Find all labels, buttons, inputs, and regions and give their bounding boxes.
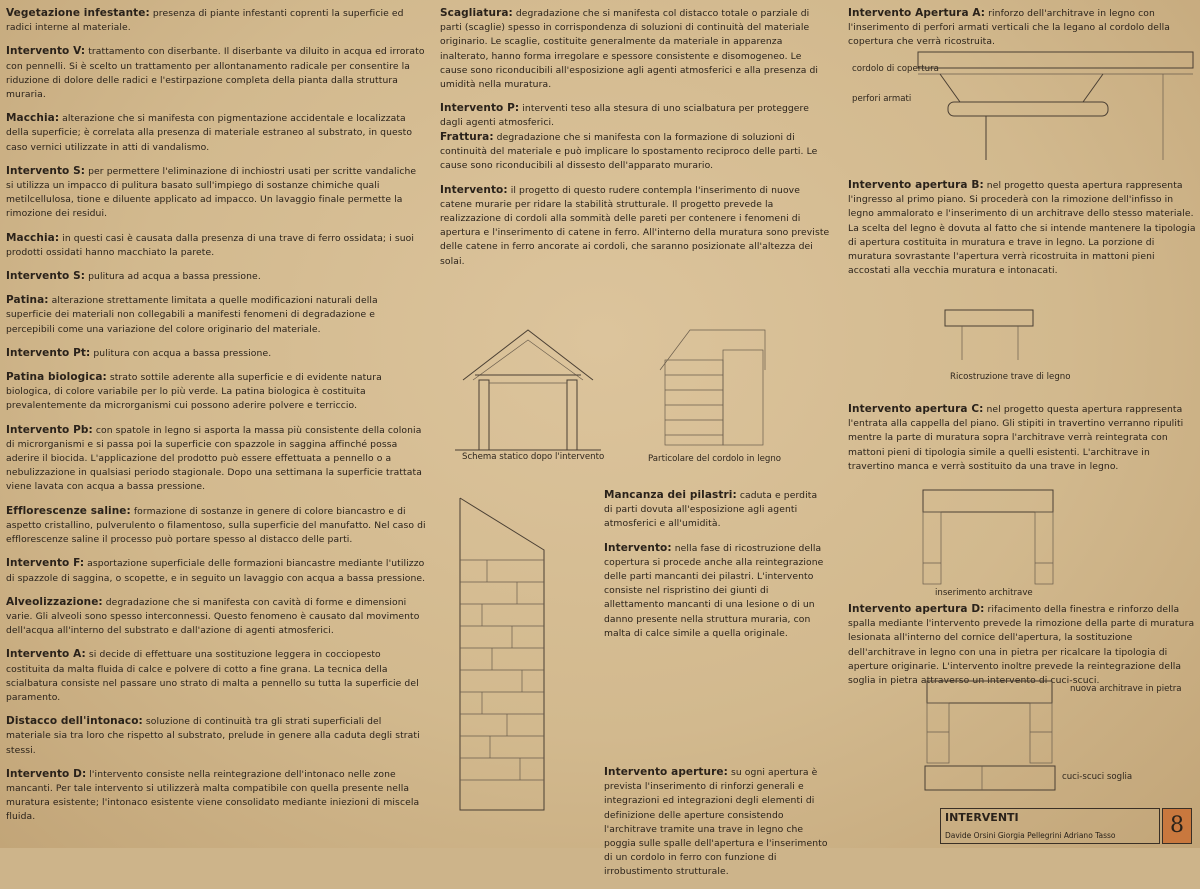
caption-particolare: Particolare del cordolo in legno bbox=[648, 454, 782, 464]
paragraph-heading: Macchia: bbox=[6, 112, 60, 125]
paragraph-heading: Patina biologica: bbox=[6, 371, 107, 384]
paragraph-heading: Efflorescenze saline: bbox=[6, 504, 131, 517]
paragraph-text: rifacimento della finestra e rinforzo della spalla mediante l'intervento prevede la rimozione della parte di muratura lesionata all'interno del cornice dell'apertura, la sostituzione dell'architrave in legno con una in pietra per ricalcare la tipologia di aperture originarie. L'intervento inoltre prevede la reintegrazione della soglia in pietra attraverso un intervento di cuci-scuci. bbox=[848, 604, 1195, 687]
paragraph-heading: Intervento F: bbox=[6, 557, 85, 570]
col2-paragraph bbox=[440, 183, 830, 269]
col1-paragraph bbox=[6, 164, 426, 222]
paragraph-heading: Intervento D: bbox=[6, 767, 87, 780]
col1-paragraph bbox=[6, 6, 426, 35]
col1-paragraph bbox=[6, 370, 426, 414]
paragraph-heading: Intervento apertura C: bbox=[848, 403, 984, 415]
col2-paragraph bbox=[604, 765, 828, 880]
title-block-title: INTERVENTI bbox=[945, 811, 1019, 824]
col1-paragraph bbox=[6, 556, 426, 585]
paragraph-text: trattamento con diserbante. Il diserbante va diluito in acqua ed irrorato con pennelli. Si è scelto un trattamento per allontanamento radicale per consentire la riduzione di dolore delle radici e l'estirpazione completa della pianta dalla struttura muraria. bbox=[6, 46, 425, 101]
col1-paragraph bbox=[6, 767, 426, 825]
col3-apertura-b-text bbox=[848, 178, 1198, 287]
caption-inserimento: inserimento architrave bbox=[935, 588, 1033, 598]
schema-statico-drawing bbox=[455, 325, 605, 460]
paragraph-text: formazione di sostanze in genere di colore biancastro e di aspetto cristallino, pulverulento o filamentoso, sulla superficie del manufatto. Nel caso di efflorescenze saline il processo può portare spesso al distacco delle parti. bbox=[6, 505, 426, 546]
title-block bbox=[940, 808, 1160, 844]
paragraph-heading: Intervento Pt: bbox=[6, 346, 91, 359]
particolare-cordolo-drawing bbox=[650, 320, 780, 450]
pilastro-drawing bbox=[452, 490, 562, 820]
caption-cordolo: cordolo di copertura bbox=[852, 64, 939, 74]
paragraph-text: il progetto di questo rudere contempla l'inserimento di nuove catene murarie per ridare la stabilità strutturale. Il progetto prevede la realizzazione di cordoli alla sommità delle pareti per contenere i fenomeni di apertura e l'inserimento di catene in ferro. All'interno della muratura sono previste delle catene in ferro ancorate ai cordoli, che saranno posizionate all'altezza dei solai. bbox=[440, 184, 830, 267]
col1-paragraph bbox=[6, 346, 426, 361]
paragraph-text: rinforzo dell'architrave in legno con l'inserimento di perfori armati verticali che la legano al cordolo della copertura che verrà ricostruita. bbox=[848, 8, 1171, 48]
col3b-paragraph bbox=[848, 178, 1198, 278]
col2-pilastri-text bbox=[604, 488, 826, 650]
paragraph-heading: Intervento S: bbox=[6, 270, 86, 283]
paragraph-text: nel progetto questa apertura rappresenta l'entrata alla cappella del piano. Gli stipiti in travertino verranno ripuliti mentre la parte di muratura sopra l'architrave verrà reintegrata con mattoni pieni di tipologia simile a quelli esistenti. L'architrave in travertino manca e verrà sostituito da una trave in legno. bbox=[848, 404, 1184, 472]
col2-paragraph bbox=[440, 101, 830, 130]
paragraph-text: caduta e perdita di parti dovuta all'esposizione agli agenti atmosferici e all'umidità. bbox=[604, 490, 818, 530]
apertura-c-drawing bbox=[918, 485, 1058, 587]
paragraph-text: si decide di effettuare una sostituzione leggera in cocciopesto costituita da malta fluida di calce e polvere di cotto a fine grana. La tecnica della scialbatura consiste nel passare uno strato di malta a pennello su tutta la superficie del paramento. bbox=[6, 649, 419, 703]
apertura-d-drawing bbox=[922, 676, 1057, 794]
paragraph-text: in questi casi è causata dalla presenza di una trave di ferro ossidata; i suoi prodotti ossidati hanno macchiato la parete. bbox=[6, 232, 414, 258]
col1-paragraph bbox=[6, 714, 426, 758]
paragraph-text: nella fase di ricostruzione della copertura si procede anche alla reintegrazione delle parti mancanti dei pilastri. L'intervento consiste nel rispristino dei giunti di allettamento mancanti di una lesione o di un danno presente nella struttura muraria, con malta di calce simile a quella originale. bbox=[604, 542, 824, 639]
col2-paragraph bbox=[440, 130, 830, 174]
caption-nuova-architrave: nuova architrave in pietra bbox=[1070, 684, 1182, 694]
paragraph-text: alterazione strettamente limitata a quelle modificazioni naturali della superficie dei materiali non collegabili a manifesti fenomeni di degradazione e percepibili come una variazione del colore originario del materiale. bbox=[6, 295, 378, 335]
column-left bbox=[6, 6, 426, 834]
paragraph-text: presenza di piante infestanti coprenti la superficie ed radici interne al materiale. bbox=[6, 8, 404, 34]
paragraph-heading: Intervento P: bbox=[440, 102, 520, 115]
paragraph-text: nel progetto questa apertura rappresenta l'ingresso al primo piano. Si procederà con la rimozione dell'infisso in legno ammalorato e l'inserimento di un architrave dello stesso materiale. La scelta del legno è dovuta al fatto che si intende mantenere la tipologia di apertura costituita in muratura e trave in legno. La porzione di muratura sovrastante l'apertura verrà ricostruita in mattoni pieni accostati alla vecchia muratura e intonacati. bbox=[848, 180, 1196, 277]
col2-paragraph bbox=[604, 541, 826, 641]
paragraph-heading: Frattura: bbox=[440, 131, 494, 143]
caption-perforo: perfori armati bbox=[852, 94, 912, 104]
col1-paragraph bbox=[6, 595, 426, 639]
paragraph-text: degradazione che si manifesta con cavità di forme e dimensioni varie. Gli alveoli sono spesso interconnessi. Questo fenomeno è causato dal movimento dell'acqua all'interno del substrato e dall'azione di agenti atmosferici. bbox=[6, 596, 420, 637]
title-block-authors: Davide Orsini Giorgia Pellegrini Adriano Tasso bbox=[945, 831, 1116, 840]
paragraph-text: l'intervento consiste nella reintegrazione dell'intonaco nelle zone mancanti. Per tale intervento si utilizzerà malta compatibile con quella presente nella muratura esistente; l'intonaco esistente viene consolidato mediante iniezioni di miscela fluida. bbox=[6, 768, 420, 823]
paragraph-heading: Scagliatura: bbox=[440, 7, 513, 19]
col1-paragraph bbox=[6, 231, 426, 260]
paragraph-heading: Intervento apertura B: bbox=[848, 179, 984, 191]
col2-paragraph bbox=[604, 488, 826, 532]
paragraph-heading: Intervento: bbox=[604, 541, 672, 554]
architrave-detail-drawing bbox=[848, 40, 1198, 170]
col2-paragraph bbox=[440, 6, 830, 92]
col1-paragraph bbox=[6, 423, 426, 495]
caption-cuci: cuci-scuci soglia bbox=[1062, 772, 1133, 782]
paragraph-text: pulitura con acqua a bassa pressione. bbox=[90, 347, 272, 359]
paragraph-heading: Intervento aperture: bbox=[604, 766, 728, 778]
paragraph-text: interventi teso alla stesura di uno scialbatura per proteggere dagli agenti atmosferici. bbox=[440, 103, 809, 129]
paragraph-heading: Alveolizzazione: bbox=[6, 595, 103, 608]
paragraph-heading: Intervento V: bbox=[6, 45, 86, 58]
col2-aperture-text bbox=[604, 765, 828, 889]
paragraph-text: alterazione che si manifesta con pigmentazione accidentale e localizzata della superficie; è correlata alla presenza di materiale estraneo al substrato, in questo caso vernici utilizzate in atti di vandalismo. bbox=[6, 113, 413, 153]
paragraph-text: asportazione superficiale delle formazioni biancastre mediante l'utilizzo di spazzole di saggina, o scopette, e in seguito un lavaggio con acqua a bassa pressione. bbox=[6, 558, 426, 584]
col1-paragraph bbox=[6, 647, 426, 705]
paragraph-heading: Intervento: bbox=[440, 183, 508, 196]
col3c-paragraph bbox=[848, 402, 1198, 474]
paragraph-heading: Intervento S: bbox=[6, 164, 86, 177]
col1-paragraph bbox=[6, 111, 426, 155]
paragraph-heading: Macchia: bbox=[6, 231, 60, 244]
paragraph-text: per permettere l'eliminazione di inchiostri usati per scritte vandaliche si utilizza un impacco di pulitura basato sull'impiego di sostanze chimiche quali metilcellulosa, tione e diluente applicato ad impacco. Un lavaggio finale permette la rimozione dei residui. bbox=[6, 165, 417, 220]
paragraph-text: su ogni apertura è prevista l'inserimento di rinforzi generali e integrazioni ed integrazioni degli elementi di definizione delle aperture consistendo l'architrave tramite una trave in legno che poggia sulle spalle dell'apertura e l'inserimento di un cordolo in ferro con funzione di irrobustimento strutturale. bbox=[604, 767, 828, 878]
col1-paragraph bbox=[6, 504, 426, 548]
paragraph-heading: Intervento Apertura A: bbox=[848, 7, 986, 19]
paragraph-heading: Vegetazione infestante: bbox=[6, 7, 150, 19]
trave-legno-drawing bbox=[940, 305, 1040, 365]
paragraph-text: degradazione che si manifesta con la formazione di soluzioni di continuità del materiale e può implicare lo spostamento reciproco delle parti. Le cause sono riconducibili al dissesto dell'apparato murario. bbox=[440, 132, 818, 172]
paragraph-heading: Intervento apertura D: bbox=[848, 603, 985, 615]
col3-apertura-c-text bbox=[848, 402, 1198, 483]
page-number: 8 bbox=[1162, 808, 1192, 844]
caption-ricostruzione: Ricostruzione trave di legno bbox=[950, 372, 1071, 382]
col1-paragraph bbox=[6, 269, 426, 284]
col2-frattura-text bbox=[440, 130, 830, 278]
paragraph-heading: Intervento Pb: bbox=[6, 423, 93, 436]
paragraph-text: strato sottile aderente alla superficie e di evidente natura biologica, di colore variabile per lo più verde. La patina biologica è costituita prevalentemente da microrganismi cui possono aderire polvere e terriccio. bbox=[6, 372, 382, 412]
paragraph-text: degradazione che si manifesta col distacco totale o parziale di parti (scaglie) spesso in corrispondenza di soluzioni di continuità del materiale originario. Le scaglie, costituite generalmente da materiale in apparenza inalterato, hanno forma irregolare e spessore consistente e disomogeneo. Le cause sono riconducibili all'esposizione agli agenti atmosferici e alla presenza di umidità nella muratura. bbox=[440, 8, 819, 91]
col1-paragraph bbox=[6, 293, 426, 337]
col1-paragraph bbox=[6, 44, 426, 102]
caption-schema: Schema statico dopo l'intervento bbox=[462, 452, 605, 462]
paragraph-heading: Patina: bbox=[6, 294, 49, 307]
paragraph-heading: Distacco dell'intonaco: bbox=[6, 715, 143, 728]
paragraph-text: soluzione di continuità tra gli strati superficiali del materiale sia tra loro che rispetto al substrato, prelude in genere alla caduta degli strati stessi. bbox=[6, 716, 420, 756]
paragraph-heading: Intervento A: bbox=[6, 648, 86, 661]
paragraph-text: pulitura ad acqua a bassa pressione. bbox=[85, 271, 261, 283]
paragraph-heading: Mancanza dei pilastri: bbox=[604, 489, 737, 501]
paragraph-text: con spatole in legno si asporta la massa più consistente della colonia di microrganismi e si passa poi la superficie con spazzole in saggina affinché possa aderire il biocida. L'applicazione del prodotto può essere effettuata a pennello o a nebulizzazione in qualsiasi periodo stagionale. Dopo una settimana la superficie trattata viene lavata con acqua a bassa pressione. bbox=[6, 424, 422, 493]
